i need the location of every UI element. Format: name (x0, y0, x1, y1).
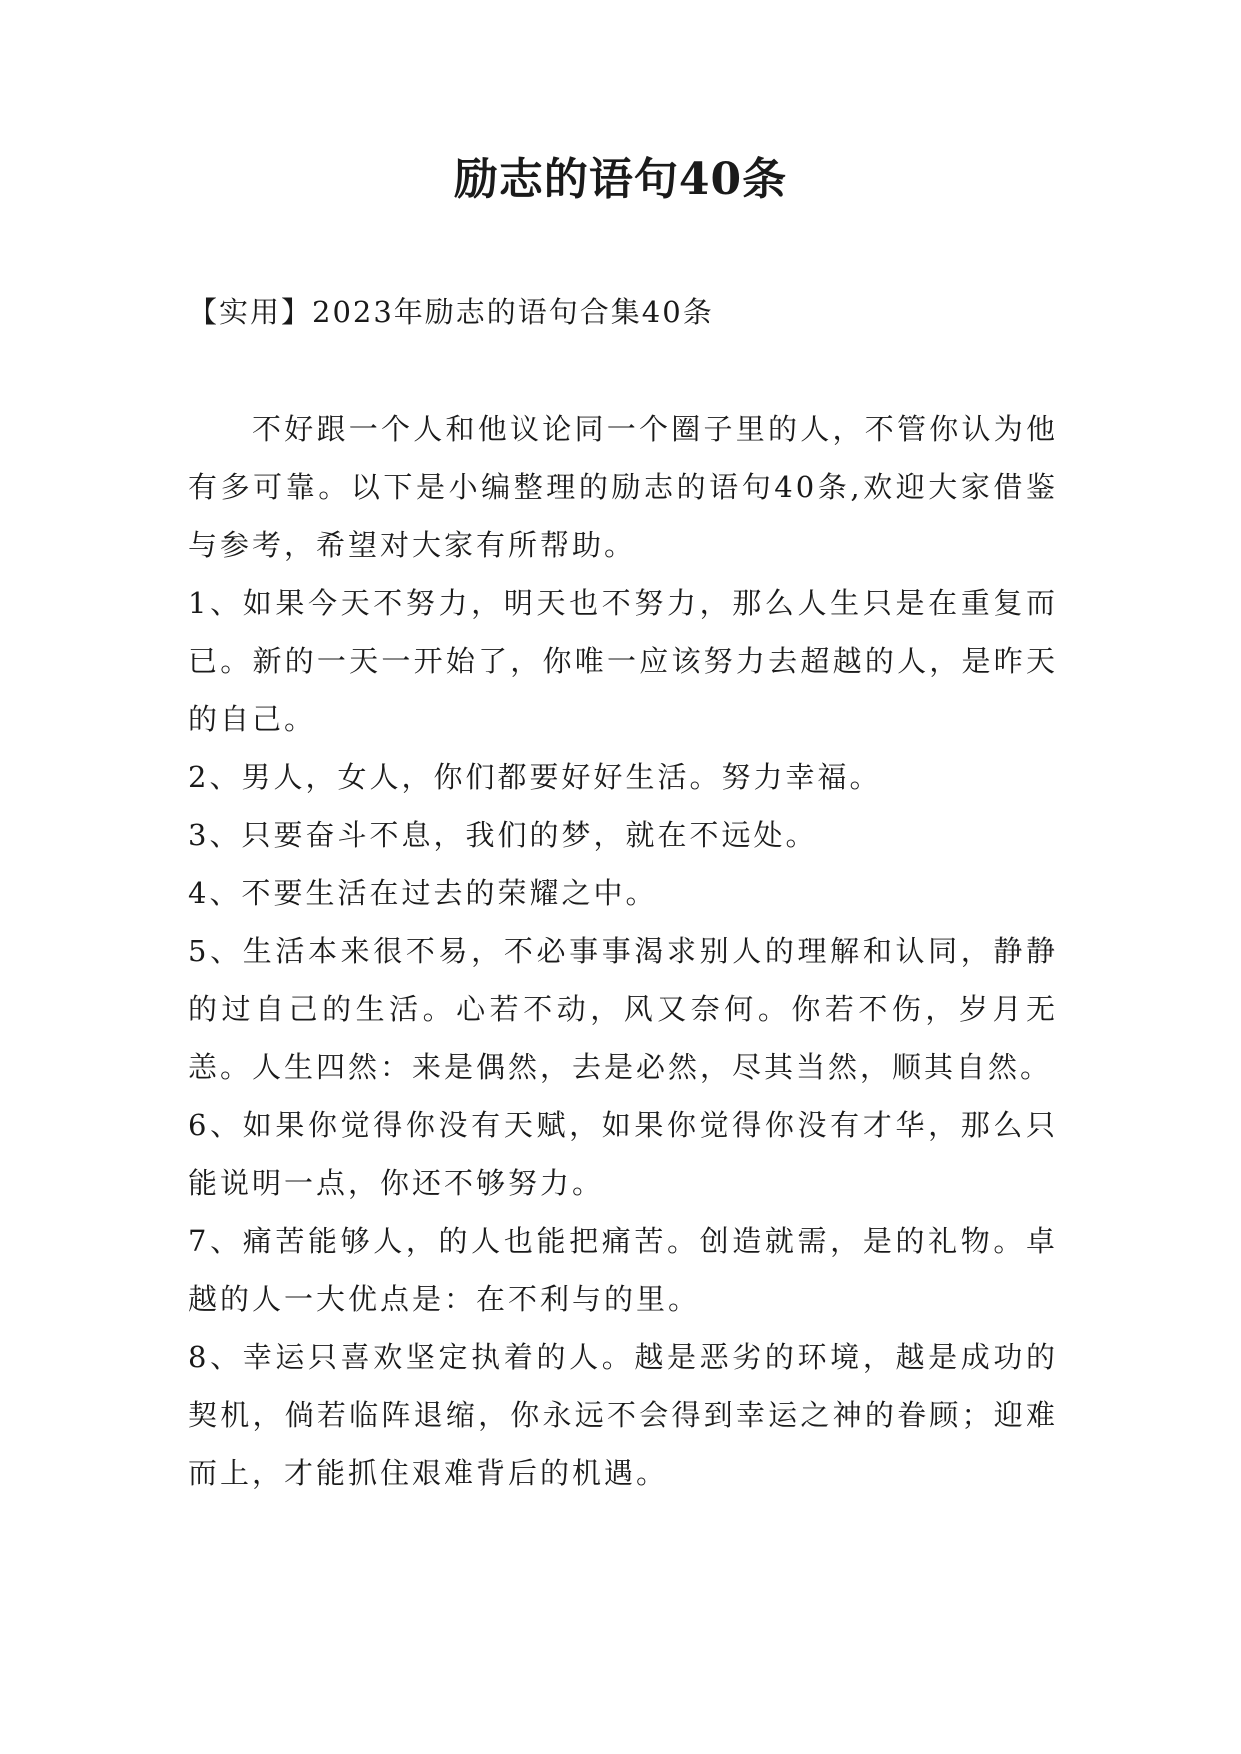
document-body (188, 400, 1058, 1502)
document-title: 励志的语句40条 (453, 154, 788, 205)
list-item: 1、如果今天不努力，明天也不努力，那么人生只是在重复而已。新的一天一开始了，你唯一应该努力去超越的人，是昨天的自己。 (188, 586, 1058, 736)
intro-paragraph: 不好跟一个人和他议论同一个圈子里的人，不管你认为他有多可靠。以下是小编整理的励志的语句40条,欢迎大家借鉴与参考，希望对大家有所帮助。 (188, 412, 1058, 562)
list-item: 7、痛苦能够人，的人也能把痛苦。创造就需，是的礼物。卓越的人一大优点是：在不利与的里。 (188, 1224, 1058, 1316)
list-item: 6、如果你觉得你没有天赋，如果你觉得你没有才华，那么只能说明一点，你还不够努力。 (188, 1108, 1058, 1200)
list-item: 5、生活本来很不易，不必事事渴求别人的理解和认同，静静的过自己的生活。心若不动，风又奈何。你若不伤，岁月无恙。人生四然：来是偶然，去是必然，尽其当然，顺其自然。 (188, 934, 1058, 1084)
list-item: 3、只要奋斗不息，我们的梦，就在不远处。 (188, 818, 818, 852)
list-item: 8、幸运只喜欢坚定执着的人。越是恶劣的环境，越是成功的契机，倘若临阵退缩，你永远不会得到幸运之神的眷顾；迎难而上，才能抓住艰难背后的机遇。 (188, 1340, 1058, 1490)
list-item: 2、男人，女人，你们都要好好生活。努力幸福。 (188, 760, 882, 794)
list-item: 4、不要生活在过去的荣耀之中。 (188, 876, 658, 910)
document-subtitle: 【实用】2023年励志的语句合集40条 (188, 295, 714, 329)
